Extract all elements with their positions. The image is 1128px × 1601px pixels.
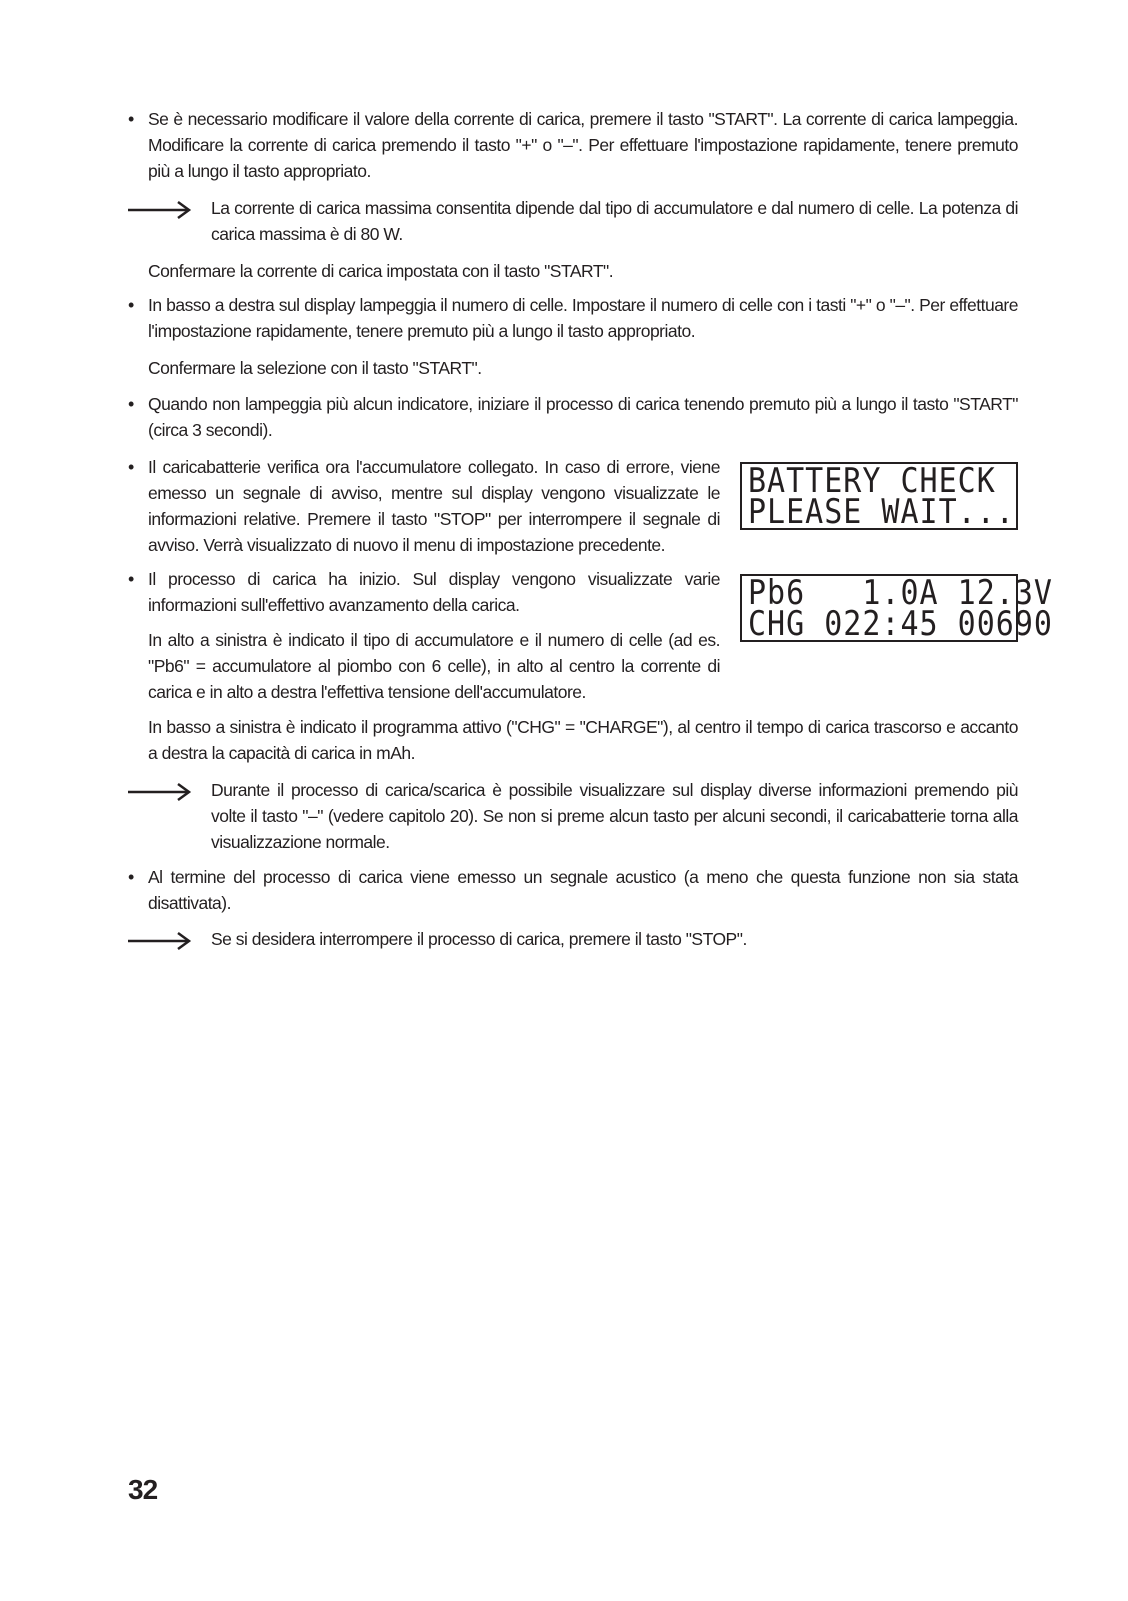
paragraph-confirm-current: Confermare la corrente di carica impostata con il tasto "START".: [148, 261, 614, 281]
bullet-text-1: Se è necessario modificare il valore della corrente di carica, premere il tasto "START". La corrente di carica lampeggia. Modificare la corrente di carica premendo il tasto "+" o "–". Per effettuare l'impostazione rapidamente, tenere premuto più a lungo il tasto appropriato.: [148, 109, 1018, 181]
bullet-marker: •: [128, 109, 135, 129]
page-number: 32: [128, 1474, 158, 1505]
note-text-3: Se si desidera interrompere il processo di carica, premere il tasto "STOP".: [211, 929, 747, 949]
bullet-marker: •: [128, 867, 135, 887]
lcd-display-charge-status: [740, 573, 1053, 645]
bullet-text-5: Il processo di carica ha inizio. Sul display vengono visualizzate varie informazioni sull'effettivo avanzamento della carica.: [148, 569, 720, 615]
long-arrow-right-icon: [128, 200, 192, 220]
lcd-line-1: Pb6 1.0A 12.3V: [748, 573, 1053, 614]
lcd-display-battery-check: [740, 461, 1018, 533]
paragraph-display-bottom-info: In basso a sinistra è indicato il programma attivo ("CHG" = "CHARGE"), al centro il tempo di carica trascorso e accanto a destra la capacità di carica in mAh.: [148, 717, 1018, 763]
long-arrow-right-icon: [128, 782, 192, 802]
paragraph-display-top-info: In alto a sinistra è indicato il tipo di accumulatore e il numero di celle (ad es. "Pb6" = accumulatore al piombo con 6 celle), in alto al centro la corrente di carica e in alto a destra l'effettiva tensione dell'accumulatore.: [148, 630, 720, 702]
note-text-1: La corrente di carica massima consentita dipende dal tipo di accumulatore e dal numero di celle. La potenza di carica massima è di 80 W.: [211, 198, 1018, 244]
long-arrow-right-icon: [128, 931, 192, 951]
note-text-2: Durante il processo di carica/scarica è possibile visualizzare sul display diverse informazioni premendo più volte il tasto "–" (vedere capitolo 20). Se non si preme alcun tasto per alcuni secondi, il caricabatterie torna alla visualizzazione normale.: [211, 780, 1018, 852]
lcd-line-2: PLEASE WAIT...: [748, 492, 1015, 533]
bullet-text-6: Al termine del processo di carica viene emesso un segnale acustico (a meno che questa funzione non sia stata disattivata).: [148, 867, 1018, 913]
bullet-marker: •: [128, 569, 135, 589]
bullet-marker: •: [128, 457, 135, 477]
lcd-line-1: BATTERY CHECK: [748, 461, 996, 502]
paragraph-confirm-selection: Confermare la selezione con il tasto "START".: [148, 358, 482, 378]
bullet-text-3: Quando non lampeggia più alcun indicatore, iniziare il processo di carica tenendo premuto più a lungo il tasto "START" (circa 3 secondi).: [148, 394, 1018, 440]
bullet-marker: •: [128, 394, 135, 414]
bullet-text-2: In basso a destra sul display lampeggia il numero di celle. Impostare il numero di celle con i tasti "+" o "–". Per effettuare l'impostazione rapidamente, tenere premuto più a lungo il tasto appropriato.: [148, 295, 1018, 341]
lcd-line-2: CHG 022:45 00690: [748, 604, 1053, 645]
bullet-text-4: Il caricabatterie verifica ora l'accumulatore collegato. In caso di errore, viene emesso un segnale di avviso, mentre sul display vengono visualizzate le informazioni relative. Premere il tasto "STOP" per interrompere il segnale di avviso. Verrà visualizzato di nuovo il menu di impostazione precedente.: [148, 457, 720, 555]
bullet-marker: •: [128, 295, 135, 315]
